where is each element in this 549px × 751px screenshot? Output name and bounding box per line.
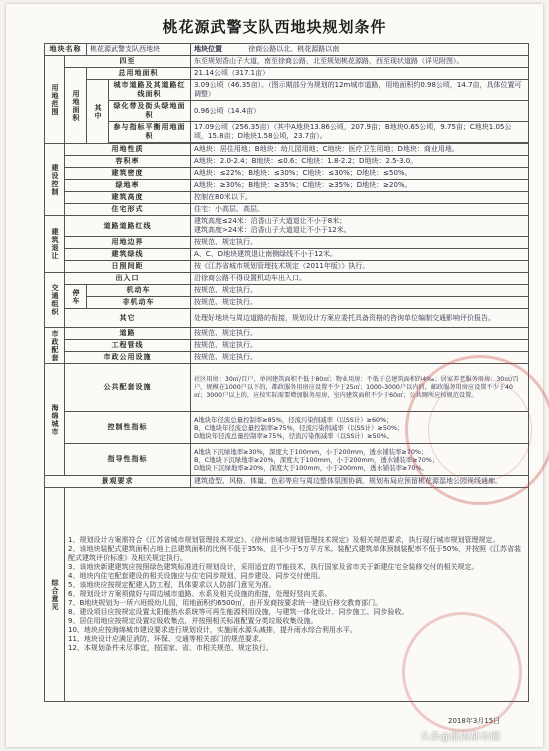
table-row [45, 297, 529, 309]
watermark-text: 头条@淮海都市圈 [420, 732, 500, 743]
name-label: 地块名称 [45, 44, 87, 56]
muni-facility-label: 市政公用设施 [65, 352, 191, 364]
document-date: 2018年3月15日 [448, 717, 501, 725]
table-row [45, 412, 529, 444]
sunlight-label: 日照间距 [65, 261, 191, 273]
greenline-value: A、C、D地块建筑退让南侧绿线不小于12米。 [191, 249, 529, 261]
table-row [45, 352, 529, 364]
boundary-value: 东至规划香山子大道，南至徐商公路，北至规划桃花源路，西至现状道路（详见附图）。 [191, 56, 529, 68]
total-area-value: 21.14公顷（317.1亩） [191, 68, 529, 80]
area-group: 用地面积 [65, 68, 87, 144]
document-title: 桃花源武警支队西地块规划条件 [162, 18, 387, 36]
balance-area-label: 参与指标平衡用地面积 [109, 122, 191, 143]
redline-label: 道路道路红线 [65, 216, 191, 237]
parking-label: 停车 [65, 285, 87, 309]
nonmotor-label: 非机动车 [87, 297, 191, 309]
green-rate-value: A地块：≥30%；B地块：≥35%；C地块：≥35%；D地块：≥20%。 [191, 180, 529, 192]
section-sponge: 海绵城市 [45, 364, 65, 476]
boundary2-value: 按规范、规定执行。 [191, 237, 529, 249]
other-value: 处理好地块与周边道路的衔接，规划设计方案应委托具备资格的咨询单位编制交通影响评价报告。 [191, 309, 529, 328]
table-row [45, 328, 529, 340]
table-row [45, 68, 529, 80]
motor-label: 机动车 [87, 285, 191, 297]
use-label: 用地性质 [65, 144, 191, 156]
location-cell [191, 44, 529, 56]
location-value: 徐商公路以北、桃花源路以南 [248, 45, 340, 53]
table-row [45, 364, 529, 412]
table-row [45, 56, 529, 68]
section-setback: 建筑退让 [45, 216, 65, 273]
form-label: 住宅形式 [65, 204, 191, 216]
table-row [45, 285, 529, 297]
height-label: 建筑高度 [65, 192, 191, 204]
green-area-label: 绿化带及街头绿地面积 [109, 101, 191, 122]
section-muni: 市政配套 [45, 328, 65, 364]
greenline-label: 建筑绿线 [65, 249, 191, 261]
far-value: A地块：2.0-2.4；B地块：≤0.6；C地块：1.8-2.2；D地块：2.5-3.0。 [191, 156, 529, 168]
table-row [45, 488, 529, 702]
table-row [45, 216, 529, 237]
other-label: 其它 [65, 309, 191, 328]
section-land: 用地范围 [45, 56, 65, 144]
far-label: 容积率 [65, 156, 191, 168]
table-row [45, 309, 529, 328]
sponge-ctrl-value: A地块年径流总量控制率≥85%，径流污染削减率（以SS计）≥60%； B、C地块年径流总量控制率≥75%，径流污染削减率（以SS计）≥50%； D地块年径流总量控制率≥75%，径流污染削减率（以SS计）≥50%。 [191, 412, 529, 444]
green-area-value: 0.96公顷（14.4亩） [191, 101, 529, 122]
landscape-value: 建筑造型、风格、体量、色彩等应与周边整体氛围协调，规划布局应预留桃花源湿地公园视线通廊。 [191, 476, 529, 488]
table-row [45, 168, 529, 180]
density-label: 建筑密度 [65, 168, 191, 180]
boundary2-label: 用地边界 [65, 237, 191, 249]
table-row [45, 273, 529, 285]
table-row [45, 476, 529, 488]
table-row [45, 80, 529, 101]
landscape-label: 景观要求 [45, 476, 191, 488]
table-row [45, 122, 529, 143]
table-row [45, 101, 529, 122]
table-row [45, 444, 529, 476]
table-row [45, 249, 529, 261]
form-value: 住宅：小高层、高层。 [191, 204, 529, 216]
location-label: 地块位置 [194, 45, 222, 53]
table-row [45, 144, 529, 156]
name-value: 桃花源武警支队西地块 [87, 44, 191, 56]
section-notes: 综合意见 [45, 488, 65, 702]
table-row [45, 44, 529, 56]
density-value: A地块：≤22%；B地块：≤30%；C地块：≤30%；D地块：≤50%。 [191, 168, 529, 180]
table-row [45, 340, 529, 352]
table-row [45, 192, 529, 204]
public-value: 社区用房：30㎡/百户，单间建筑面积不低于80㎡；物业用房：不低于总建筑面积的4‰；居家养老服务用房：30㎡/百户，规模在1000户以下的，都政服务用房应设置不少于25㎡；1000-3000户以内的，邮政服务用房应设置不少于40㎡；3000户以上的，应按实际需要增加服务用房，室内建筑面积不少于60㎡；公共厕所应按规范设置。 [191, 364, 529, 412]
boundary-label: 四至 [65, 56, 191, 68]
use-value: A地块：居住用地；B地块：幼儿园用地；C地块：医疗卫生用地；D地块：商业用地。 [191, 144, 529, 156]
muni-facility-value: 按规范、规定执行。 [191, 352, 529, 364]
motor-value: 按规范、规定执行。 [191, 285, 529, 297]
road-area-value: 3.09公顷（46.35亩）。（图示期部分为规划的12m城市道路，用地面积约0.98公顷，14.7亩，具体位置可调整） [191, 80, 529, 101]
sponge-ctrl-label: 控制性指标 [65, 412, 191, 444]
sponge-guide-label: 指导性指标 [65, 444, 191, 476]
among-label: 其中 [87, 80, 109, 144]
muni-pipe-value: 按规范、规定执行。 [191, 340, 529, 352]
table-row [45, 180, 529, 192]
entrance-value: 沿徐商公路不得设置机动车出入口。 [191, 273, 529, 285]
section-traffic: 交通组织 [45, 273, 65, 328]
sponge-guide-value: A地块下沉绿地率≥30%，深度大于100mm，小于200mm，透水铺装率≥70%； B、C地块下沉绿地率≥20%，深度大于100mm，小于200mm，透水铺装率≥70%； D地块下沉绿地率≥20%，深度大于100mm，小于200mm，透水铺装率≥70%。 [191, 444, 529, 476]
green-rate-label: 绿地率 [65, 180, 191, 192]
notes-value: 1、规划设计方案需符合《江苏省城市规划管理技术规定》、《徐州市城市规划管理技术规定》及相关规范要求，执行现行城市规划管理规定。 2、该地块装配式建筑面积占地上总建筑面积的比例不低于35%，且不少于5万平方米。装配式建筑单体预制装配率不低于50%，并按照《江苏省装配式建筑评价标准》及相关规定执行。 3、该地块新建建筑应按照绿色建筑标准进行规划设计，采用适宜的节能技术，执行国家及省市关于新建住宅全装修交付的相关规定。 4、地块内住宅配套建设的相关设施应与住宅同步规划、同步建设、同步交付使用。 5、该地块应按规定配建人防工程，具体要求以人防部门意见为准。 6、规划设计方案须做好与周边城市道路、水系及相关设施的衔接，处理好竖向关系。 7、B地块规划为一所六班级幼儿园，用地面积约6500㎡，由开发商按要求统一建设后移交教育部门。 8、建设项目应按规定设置太阳能热水系统等可再生能源利用设施，与建筑一体化设计、同步施工、同步验收。 9、居住用地应按规定设置垃圾收集点，并按照相关标准配置分类垃圾收集设施。 10、地块应按海绵城市建设要求进行规划设计，实施雨水源头减排，提升雨水综合利用水平。 11、地块设计应满足消防、环保、交通等相关部门的规范要求。 12、本规划条件未尽事宜，按国家、省、市相关规范、规定执行。 [65, 488, 529, 702]
entrance-label: 出入口 [65, 273, 191, 285]
public-label: 公共配套设施 [65, 364, 191, 412]
balance-area-value: 17.09公顷（256.35亩）（其中A地块13.86公顷，207.9亩；B地块0.65公顷，9.75亩；C地块1.05公顷，15.8亩；D地块1.58公顷，23.7亩）。 [191, 122, 529, 143]
muni-pipe-label: 工程管线 [65, 340, 191, 352]
muni-road-value: 按规范、规定执行。 [191, 328, 529, 340]
table-row [45, 204, 529, 216]
redline-value: 建筑高度≤24米：沿香山子大道退让不小于8米； 建筑高度>24米：沿香山子大道退让不小于12米。 [191, 216, 529, 237]
sunlight-value: 按《江苏省城市规划管理技术规定（2011年版）》执行。 [191, 261, 529, 273]
height-value: 控制在80米以下。 [191, 192, 529, 204]
nonmotor-value: 按规范、规定执行。 [191, 297, 529, 309]
total-area-label: 总用地面积 [87, 68, 191, 80]
table-row [45, 261, 529, 273]
table-row [45, 156, 529, 168]
road-area-label: 城市道路及其道路红线面积 [109, 80, 191, 101]
section-build: 建设控制 [45, 144, 65, 216]
muni-road-label: 道路 [65, 328, 191, 340]
table-row [45, 237, 529, 249]
planning-conditions-table [44, 43, 529, 702]
